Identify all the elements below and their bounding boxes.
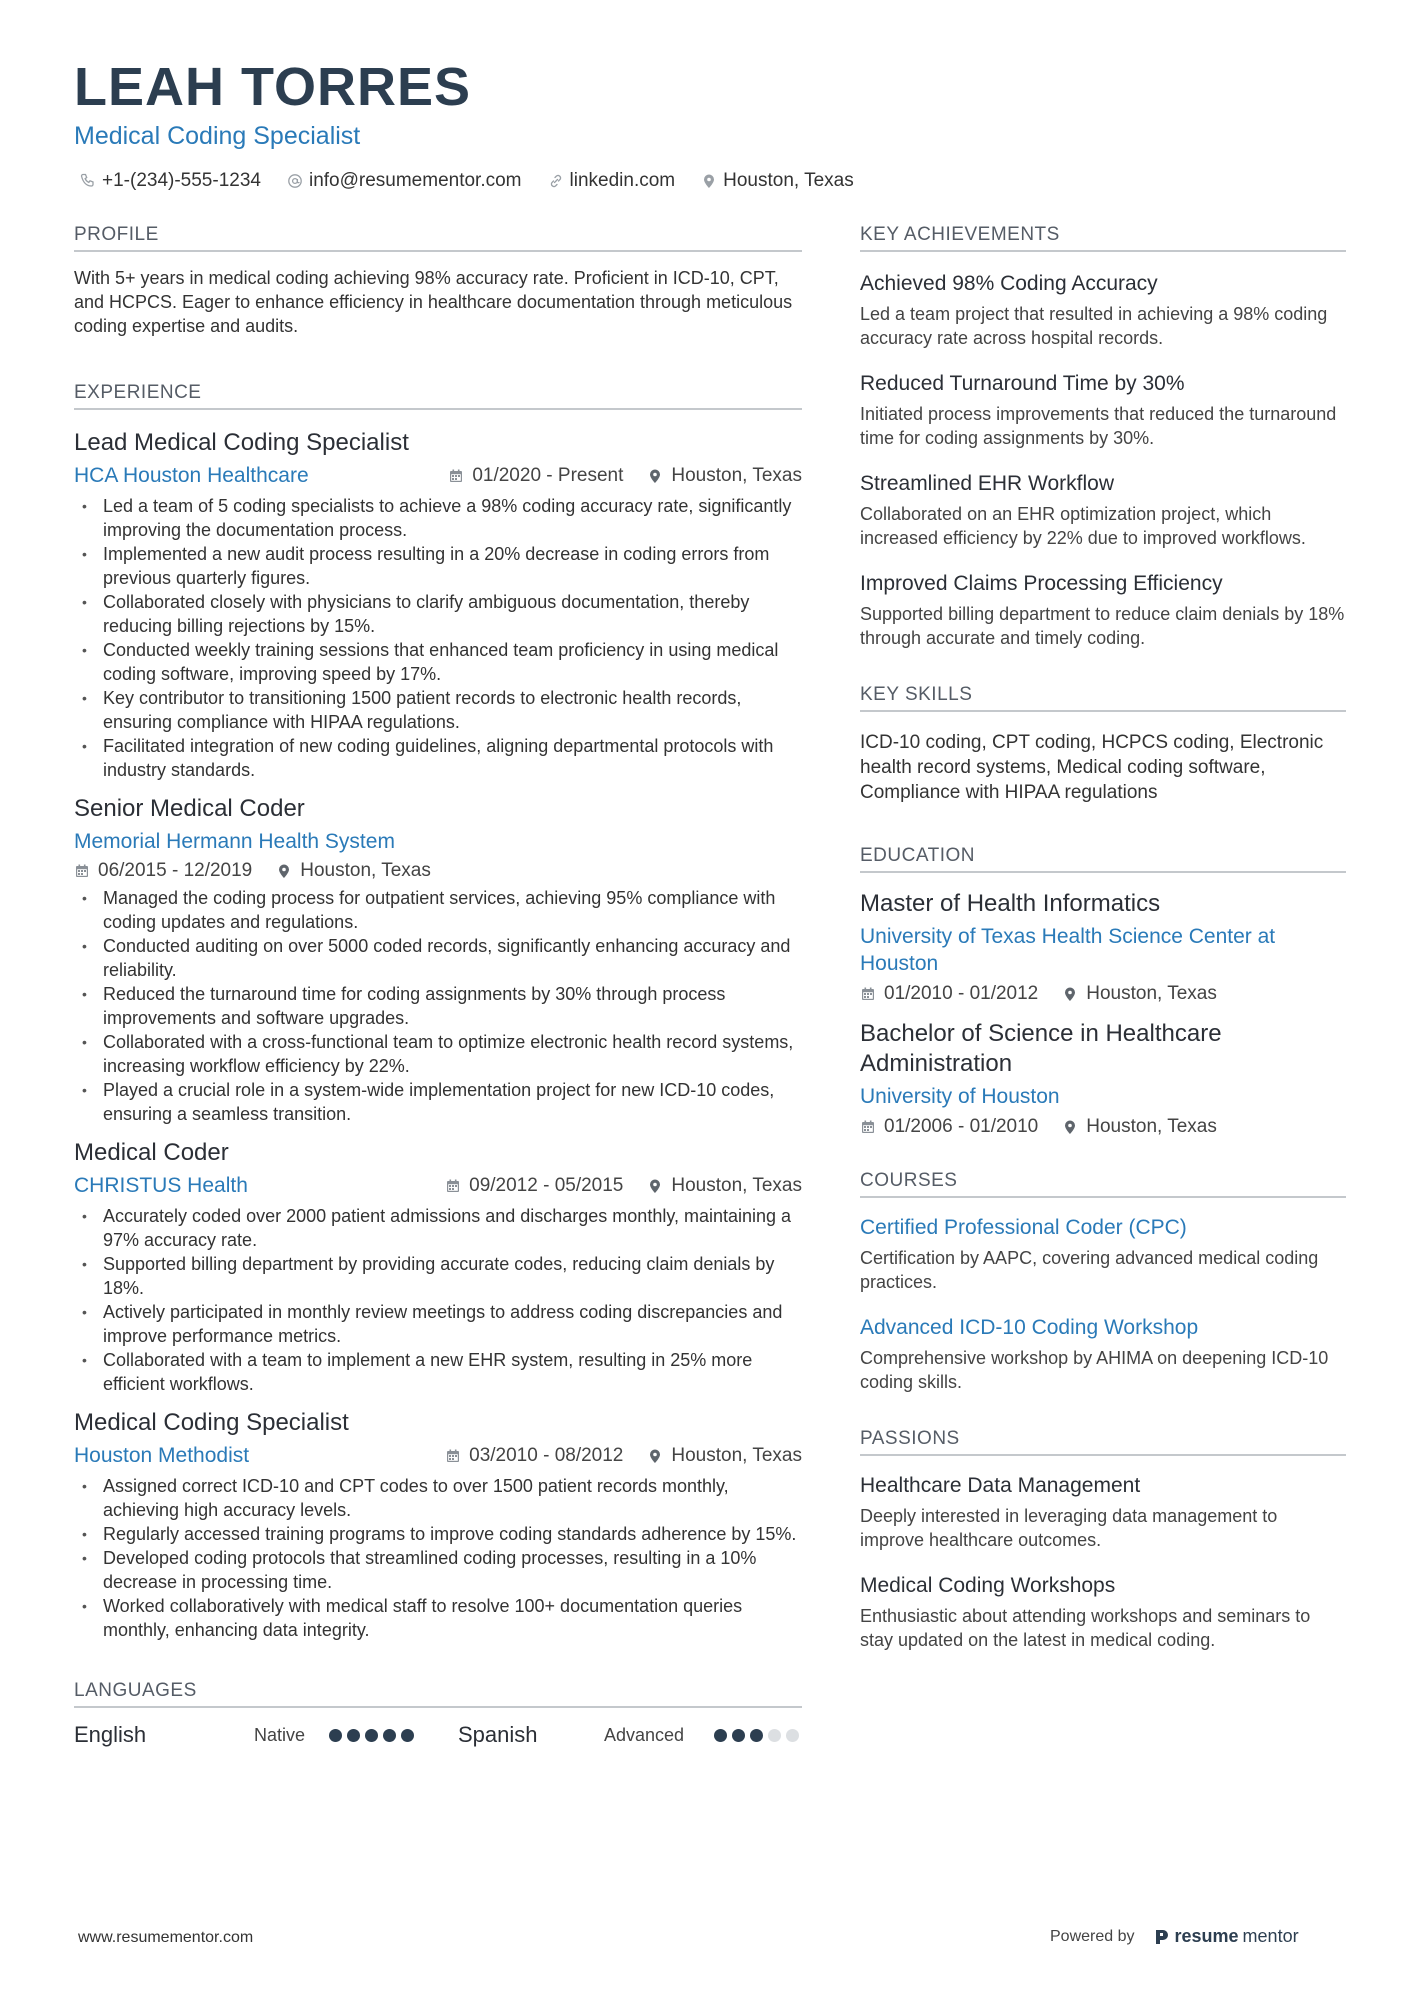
location-pin-icon: [701, 173, 717, 189]
job-title: Senior Medical Coder: [74, 795, 305, 822]
achievements-section: [860, 224, 1346, 650]
job-location: [276, 860, 431, 882]
contact-linkedin[interactable]: [548, 170, 676, 192]
job-location: [647, 1175, 802, 1197]
job-bullet: • Collaborated closely with physicians to clarify ambiguous documentation, thereby reducing billing rejections by 15%.: [74, 590, 802, 638]
passions-heading: PASSIONS: [860, 1428, 1346, 1456]
course-title: Advanced ICD-10 Coding Workshop: [860, 1316, 1199, 1339]
job-bullet: • Conducted weekly training sessions that enhanced team proficiency in using medical coding software, improving speed by 17%.: [74, 638, 802, 686]
passions-section: [860, 1428, 1346, 1652]
job-bullet: • Implemented a new audit process resulting in a 20% decrease in coding errors from previous quarterly figures.: [74, 542, 802, 590]
skills-heading: KEY SKILLS: [860, 684, 1346, 712]
job-company: Memorial Hermann Health System: [74, 830, 395, 853]
education-degree: Master of Health Informatics: [860, 890, 1161, 917]
contact-phone-text: +1-(234)-555-1234: [102, 170, 261, 191]
achievement-desc: Initiated process improvements that reduced the turnaround time for coding assignments by 30%.: [860, 404, 1337, 448]
job-bullet: • Actively participated in monthly review meetings to address coding discrepancies and improve performance metrics.: [74, 1300, 802, 1348]
job-dates-text: 01/2020 - Present: [472, 465, 624, 486]
passion-title: Medical Coding Workshops: [860, 1574, 1116, 1597]
achievement-title: Achieved 98% Coding Accuracy: [860, 272, 1158, 295]
job-bullet: • Supported billing department by providing accurate codes, reducing claim denials by 18%.: [74, 1252, 802, 1300]
calendar-icon: [445, 1178, 461, 1194]
languages-section: [74, 1680, 802, 1748]
job-dates: [445, 1175, 623, 1197]
courses-heading: COURSES: [860, 1170, 1346, 1198]
job-dates-text: 03/2010 - 08/2012: [469, 1445, 624, 1466]
brand-logo[interactable]: [1153, 1926, 1299, 1947]
rating-dot-empty: [768, 1729, 781, 1742]
location-pin-icon: [647, 1448, 663, 1464]
job-meta: [74, 1172, 802, 1200]
job-bullet: • Assigned correct ICD-10 and CPT codes to over 1500 patient records monthly, achieving high accuracy levels.: [74, 1474, 802, 1522]
experience-heading: EXPERIENCE: [74, 382, 802, 410]
job-dates: [448, 465, 623, 487]
language-level: Advanced: [604, 1724, 685, 1745]
achievement-desc: Collaborated on an EHR optimization project, which increased efficiency by 22% due to improved workflows.: [860, 504, 1306, 548]
education-location: [1062, 983, 1217, 1005]
contact-email[interactable]: [287, 170, 522, 192]
achievement-desc: Led a team project that resulted in achieving a 98% coding accuracy rate across hospital records.: [860, 304, 1328, 348]
calendar-icon: [74, 863, 90, 879]
phone-icon: [80, 173, 96, 189]
footer-powered-by: [1050, 1926, 1299, 1947]
job-company: Houston Methodist: [74, 1444, 250, 1467]
language-rating: [714, 1729, 799, 1742]
job-entry: [74, 1138, 802, 1396]
education-dates-text: 01/2010 - 01/2012: [884, 983, 1039, 1004]
job-company: HCA Houston Healthcare: [74, 464, 309, 487]
education-location-text: Houston, Texas: [1086, 983, 1217, 1004]
education-location: [1062, 1116, 1217, 1138]
passion-desc: Enthusiastic about attending workshops and seminars to stay updated on the latest in medical coding.: [860, 1606, 1311, 1650]
job-bullet: • Accurately coded over 2000 patient admissions and discharges monthly, maintaining a 97% accuracy rate.: [74, 1204, 802, 1252]
rating-dot-filled: [365, 1729, 378, 1742]
job-entry: [74, 794, 802, 1126]
job-bullet: • Reduced the turnaround time for coding assignments by 30% through process improvements and software upgrades.: [74, 982, 802, 1030]
job-bullet: • Key contributor to transitioning 1500 patient records to electronic health records, ensuring compliance with HIPAA regulations.: [74, 686, 802, 734]
profile-section: [74, 224, 802, 338]
brand-bold: resume: [1174, 1926, 1239, 1946]
rating-dot-filled: [750, 1729, 763, 1742]
location-pin-icon: [647, 468, 663, 484]
right-column: [860, 224, 1346, 1672]
job-dates-location: [448, 465, 802, 487]
skills-section: [860, 684, 1346, 805]
language-name: Spanish: [458, 1722, 538, 1747]
rating-dot-filled: [714, 1729, 727, 1742]
passion-title: Healthcare Data Management: [860, 1474, 1141, 1497]
resumementor-logo-icon: [1153, 1928, 1171, 1946]
language-name: English: [74, 1722, 147, 1747]
languages-heading: LANGUAGES: [74, 1680, 802, 1708]
job-dates-text: 06/2015 - 12/2019: [98, 860, 253, 881]
language-item: [74, 1722, 424, 1748]
job-bullet: • Collaborated with a team to implement a new EHR system, resulting in 25% more efficient workflows.: [74, 1348, 802, 1396]
education-location-text: Houston, Texas: [1086, 1116, 1217, 1137]
at-sign-icon: [287, 173, 303, 189]
location-pin-icon: [1062, 1119, 1078, 1135]
job-meta: [74, 462, 802, 490]
profile-text: With 5+ years in medical coding achieving 98% accuracy rate. Proficient in ICD-10, CPT, and HCPCS. Eager to enhance efficiency in healthcare documentation through meticulous coding expertise and audits.: [74, 268, 793, 336]
job-location: [647, 1445, 802, 1467]
education-dates-location: [860, 1116, 1346, 1138]
rating-dot-filled: [329, 1729, 342, 1742]
course-item: [860, 1314, 1346, 1394]
job-bullet: • Developed coding protocols that streamlined coding processes, resulting in a 10% decrease in processing time.: [74, 1546, 802, 1594]
calendar-icon: [860, 986, 876, 1002]
passion-desc: Deeply interested in leveraging data management to improve healthcare outcomes.: [860, 1506, 1278, 1550]
rating-dot-filled: [401, 1729, 414, 1742]
education-school: University of Texas Health Science Center at Houston: [860, 925, 1276, 975]
languages-row: [74, 1722, 802, 1748]
passion-item: [860, 1572, 1346, 1652]
course-desc: Certification by AAPC, covering advanced medical coding practices.: [860, 1248, 1319, 1292]
rating-dot-empty: [786, 1729, 799, 1742]
footer-website[interactable]: www.resumementor.com: [78, 1929, 254, 1946]
job-bullet: • Played a crucial role in a system-wide implementation project for new ICD-10 codes, ensuring a seamless transition.: [74, 1078, 802, 1126]
job-entry: [74, 428, 802, 782]
candidate-title: Medical Coding Specialist: [74, 122, 361, 150]
course-item: [860, 1214, 1346, 1294]
contact-email-text[interactable]: info@resumementor.com: [308, 170, 522, 191]
job-bullet: • Facilitated integration of new coding guidelines, aligning departmental protocols with industry standards.: [74, 734, 802, 782]
achievement-title: Streamlined EHR Workflow: [860, 472, 1115, 495]
education-item: [860, 1019, 1346, 1138]
profile-heading: PROFILE: [74, 224, 802, 252]
powered-by-label: Powered by: [1050, 1927, 1135, 1945]
job-dates-location: [445, 1445, 802, 1467]
job-dates-location: [445, 1175, 802, 1197]
job-title: Medical Coder: [74, 1139, 229, 1166]
job-bullets: [74, 886, 802, 1126]
job-entry: [74, 1408, 802, 1642]
contact-location-text: Houston, Texas: [723, 170, 854, 191]
calendar-icon: [448, 468, 464, 484]
education-school: University of Houston: [860, 1085, 1060, 1108]
achievement-item: [860, 470, 1346, 550]
job-dates: [74, 860, 252, 882]
experience-section: [74, 382, 802, 1642]
job-company: CHRISTUS Health: [74, 1174, 248, 1197]
calendar-icon: [860, 1119, 876, 1135]
job-title: Lead Medical Coding Specialist: [74, 429, 409, 456]
education-degree: Bachelor of Science in Healthcare Administration: [860, 1020, 1222, 1077]
job-location: [647, 465, 802, 487]
education-item: [860, 889, 1346, 1005]
education-dates-text: 01/2006 - 01/2010: [884, 1116, 1039, 1137]
candidate-name: LEAH TORRES: [74, 57, 472, 117]
courses-section: [860, 1170, 1346, 1394]
contact-bar: [80, 170, 854, 192]
job-location-text: Houston, Texas: [671, 465, 802, 486]
achievement-title: Improved Claims Processing Efficiency: [860, 572, 1223, 595]
job-bullets: [74, 1474, 802, 1642]
language-rating: [329, 1729, 414, 1742]
job-bullet: • Worked collaboratively with medical staff to resolve 100+ documentation queries monthly, enhancing data integrity.: [74, 1594, 802, 1642]
education-dates-location: [860, 983, 1346, 1005]
location-pin-icon: [1062, 986, 1078, 1002]
course-title: Certified Professional Coder (CPC): [860, 1216, 1187, 1239]
job-bullets: [74, 494, 802, 782]
achievements-heading: KEY ACHIEVEMENTS: [860, 224, 1346, 252]
achievement-desc: Supported billing department to reduce claim denials by 18% through accurate and timely coding.: [860, 604, 1345, 648]
rating-dot-filled: [347, 1729, 360, 1742]
job-bullet: • Managed the coding process for outpatient services, achieving 95% compliance with coding updates and regulations.: [74, 886, 802, 934]
brand-light: mentor: [1242, 1926, 1299, 1946]
course-desc: Comprehensive workshop by AHIMA on deepening ICD-10 coding skills.: [860, 1348, 1329, 1392]
education-dates: [860, 1116, 1038, 1138]
education-dates: [860, 983, 1038, 1005]
skills-text: ICD-10 coding, CPT coding, HCPCS coding, Electronic health record systems, Medical coding software, Compliance with HIPAA regulations: [860, 732, 1324, 803]
job-dates-text: 09/2012 - 05/2015: [469, 1175, 624, 1196]
passion-item: [860, 1472, 1346, 1552]
job-location-text: Houston, Texas: [300, 860, 431, 881]
job-bullet: • Collaborated with a cross-functional team to optimize electronic health record systems, increasing workflow efficiency by 22%.: [74, 1030, 802, 1078]
job-bullet: • Conducted auditing on over 5000 coded records, significantly enhancing accuracy and reliability.: [74, 934, 802, 982]
job-bullets: [74, 1204, 802, 1396]
job-location-text: Houston, Texas: [671, 1175, 802, 1196]
left-column: [74, 224, 802, 1748]
education-section: [860, 845, 1346, 1138]
job-title: Medical Coding Specialist: [74, 1409, 349, 1436]
job-bullet: • Led a team of 5 coding specialists to achieve a 98% coding accuracy rate, significantly improving the documentation process.: [74, 494, 802, 542]
location-pin-icon: [647, 1178, 663, 1194]
rating-dot-filled: [383, 1729, 396, 1742]
job-dates-location: [74, 860, 802, 882]
achievement-item: [860, 270, 1346, 350]
language-level: Native: [254, 1724, 306, 1745]
contact-location: [701, 170, 854, 192]
job-dates: [445, 1445, 623, 1467]
education-heading: EDUCATION: [860, 845, 1346, 873]
location-pin-icon: [276, 863, 292, 879]
calendar-icon: [445, 1448, 461, 1464]
job-meta: [74, 1442, 802, 1470]
achievement-item: [860, 570, 1346, 650]
language-item: [458, 1722, 802, 1748]
achievement-item: [860, 370, 1346, 450]
rating-dot-filled: [732, 1729, 745, 1742]
contact-phone: [80, 170, 261, 192]
contact-linkedin-text[interactable]: linkedin.com: [569, 170, 676, 191]
link-icon: [548, 173, 564, 189]
job-location-text: Houston, Texas: [671, 1445, 802, 1466]
achievement-title: Reduced Turnaround Time by 30%: [860, 372, 1185, 395]
job-bullet: • Regularly accessed training programs to improve coding standards adherence by 15%.: [74, 1522, 802, 1546]
